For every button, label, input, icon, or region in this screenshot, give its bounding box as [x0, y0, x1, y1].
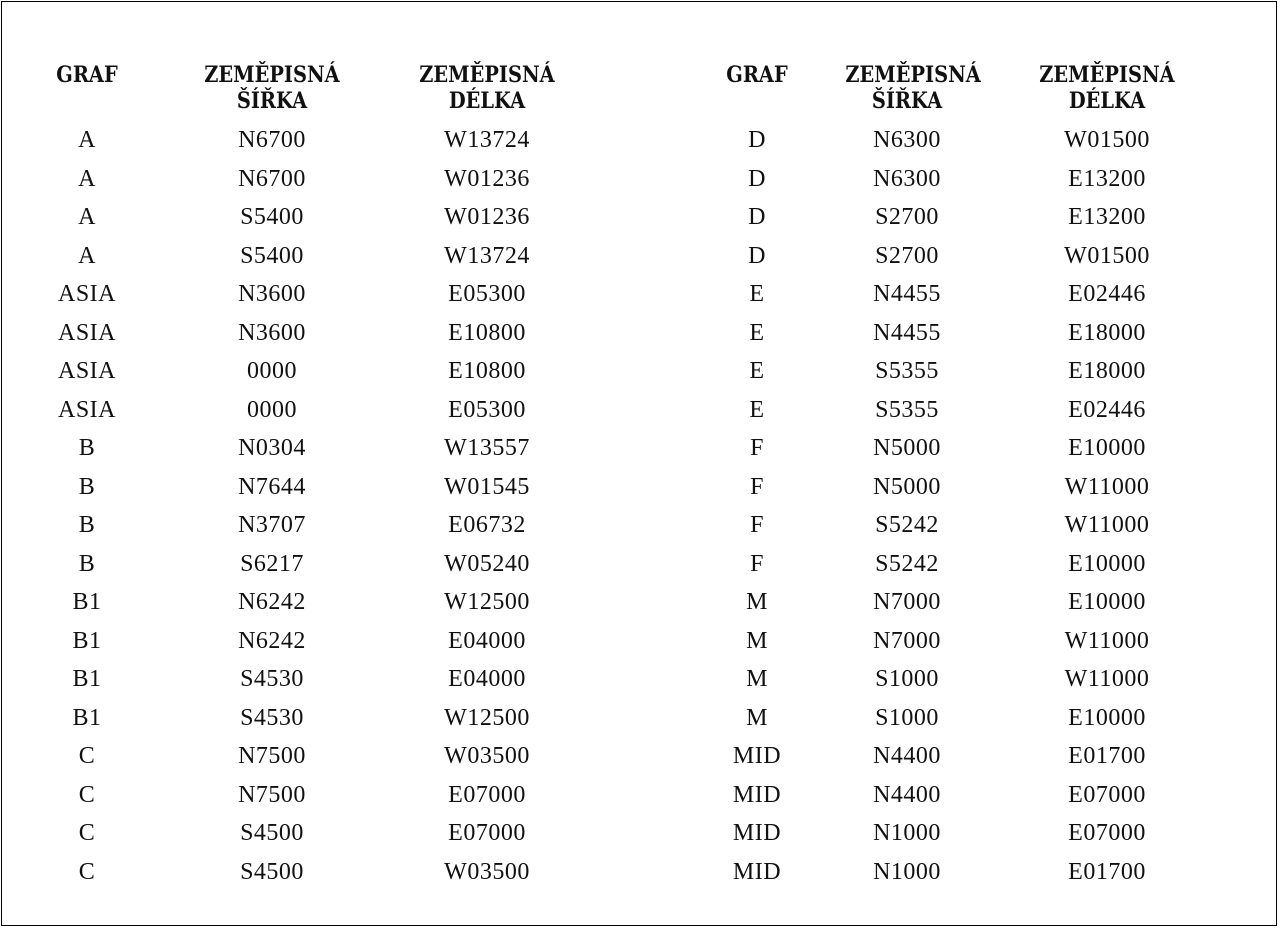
cell-longitude: W05240 — [444, 550, 530, 577]
cell-graf: A — [78, 127, 96, 153]
cell-latitude: S5400 — [240, 242, 304, 269]
cell-latitude: S5355 — [875, 358, 939, 384]
cell-longitude: E05300 — [448, 396, 526, 423]
cell-longitude: W13557 — [444, 435, 530, 461]
cell-longitude: W12500 — [444, 589, 530, 615]
cell-graf: B1 — [72, 627, 102, 654]
cell-longitude: W12500 — [444, 704, 530, 731]
cell-graf: E — [749, 358, 765, 384]
cell-longitude: E10000 — [1068, 704, 1146, 731]
cell-latitude: N7000 — [873, 589, 941, 615]
cell-latitude: S5242 — [875, 512, 939, 538]
header-graf-label: GRAF — [56, 62, 118, 88]
cell-longitude: E10000 — [1068, 589, 1146, 615]
cell-latitude: N6300 — [873, 165, 941, 192]
cell-longitude: W01500 — [1064, 127, 1150, 153]
cell-longitude: E13200 — [1068, 204, 1146, 230]
cell-graf: ASIA — [57, 396, 116, 423]
cell-graf: F — [750, 435, 764, 461]
cell-longitude: E07000 — [1068, 820, 1146, 846]
cell-latitude: N3707 — [238, 512, 306, 538]
document-frame — [1, 1, 1277, 926]
header-latitude-line2: ŠÍŘKA — [236, 88, 308, 114]
header-graf — [700, 62, 814, 88]
cell-graf: B1 — [72, 704, 102, 731]
cell-graf: E — [749, 281, 765, 307]
cell-graf: A — [78, 204, 96, 230]
header-latitude-line2: ŠÍŘKA — [871, 88, 943, 114]
cell-graf: A — [78, 165, 96, 192]
cell-latitude: S5400 — [240, 204, 304, 230]
cell-latitude: N7644 — [238, 473, 306, 500]
cell-graf: D — [748, 127, 766, 153]
header-longitude-line2: DÉLKA — [1068, 88, 1146, 114]
header-longitude-line1: ZEMĚPISNÁ — [419, 62, 555, 88]
cell-longitude: E10800 — [448, 319, 526, 346]
header-latitude — [197, 62, 347, 114]
cell-longitude: E10000 — [1068, 550, 1146, 577]
cell-latitude: N3600 — [238, 281, 306, 307]
cell-latitude: N7000 — [873, 627, 941, 654]
cell-graf: C — [78, 781, 96, 808]
cell-graf: MID — [732, 820, 782, 846]
cell-longitude: E04000 — [448, 666, 526, 692]
cell-latitude: N6242 — [238, 589, 306, 615]
cell-longitude: W11000 — [1064, 512, 1150, 538]
header-graf — [30, 62, 144, 88]
cell-graf: MID — [732, 781, 782, 808]
cell-graf: F — [750, 512, 764, 538]
header-latitude-line1: ZEMĚPISNÁ — [204, 62, 340, 88]
cell-longitude: E07000 — [448, 781, 526, 808]
cell-longitude: W13724 — [444, 127, 530, 153]
cell-latitude: N7500 — [238, 781, 306, 808]
cell-latitude: S4500 — [240, 858, 304, 885]
cell-graf: E — [749, 319, 765, 346]
cell-graf: ASIA — [57, 319, 116, 346]
cell-graf: MID — [732, 858, 782, 885]
cell-latitude: S4530 — [240, 666, 304, 692]
cell-longitude: E05300 — [448, 281, 526, 307]
cell-graf: D — [748, 204, 766, 230]
cell-latitude: 0000 — [247, 396, 297, 423]
cell-longitude: W03500 — [444, 858, 530, 885]
cell-longitude: E13200 — [1068, 165, 1146, 192]
cell-latitude: S2700 — [875, 242, 939, 269]
cell-graf: M — [746, 589, 768, 615]
cell-latitude: S5242 — [875, 550, 939, 577]
cell-latitude: S4500 — [240, 820, 304, 846]
cell-latitude: S4530 — [240, 704, 304, 731]
cell-latitude: N3600 — [238, 319, 306, 346]
cell-graf: C — [78, 858, 96, 885]
cell-graf: C — [78, 743, 96, 769]
cell-latitude: N7500 — [238, 743, 306, 769]
header-longitude — [412, 62, 562, 114]
cell-longitude: E10800 — [448, 358, 526, 384]
header-latitude-line1: ZEMĚPISNÁ — [845, 62, 981, 88]
cell-latitude: N4400 — [873, 743, 941, 769]
cell-graf: ASIA — [57, 281, 116, 307]
cell-graf: B — [78, 435, 96, 461]
cell-latitude: N4455 — [873, 319, 941, 346]
cell-latitude: N4400 — [873, 781, 941, 808]
cell-longitude: W11000 — [1064, 473, 1150, 500]
cell-longitude: E18000 — [1068, 358, 1146, 384]
cell-longitude: E01700 — [1068, 858, 1146, 885]
cell-graf: E — [749, 396, 765, 423]
cell-graf: D — [748, 165, 766, 192]
cell-longitude: E07000 — [1068, 781, 1146, 808]
header-longitude-line1: ZEMĚPISNÁ — [1039, 62, 1175, 88]
header-graf-label: GRAF — [726, 62, 788, 88]
header-longitude — [1037, 62, 1178, 114]
cell-latitude: S1000 — [875, 666, 939, 692]
cell-latitude: S1000 — [875, 704, 939, 731]
cell-longitude: W01236 — [444, 165, 530, 192]
cell-latitude: N6700 — [238, 127, 306, 153]
cell-graf: B — [78, 512, 96, 538]
cell-graf: M — [746, 704, 768, 731]
cell-graf: B1 — [72, 666, 102, 692]
cell-longitude: W01545 — [444, 473, 530, 500]
cell-latitude: N4455 — [873, 281, 941, 307]
cell-graf: B — [78, 550, 96, 577]
cell-longitude: E07000 — [448, 820, 526, 846]
cell-latitude: N5000 — [873, 473, 941, 500]
cell-longitude: W03500 — [444, 743, 530, 769]
cell-latitude: N6242 — [238, 627, 306, 654]
cell-latitude: N6300 — [873, 127, 941, 153]
cell-graf: F — [750, 550, 764, 577]
header-longitude-line2: DÉLKA — [448, 88, 526, 114]
cell-latitude: N1000 — [873, 858, 941, 885]
cell-longitude: W11000 — [1064, 627, 1150, 654]
cell-longitude: E02446 — [1068, 396, 1146, 423]
cell-graf: F — [750, 473, 764, 500]
cell-graf: B1 — [72, 589, 102, 615]
cell-longitude: E10000 — [1068, 435, 1146, 461]
cell-latitude: S2700 — [875, 204, 939, 230]
cell-longitude: E18000 — [1068, 319, 1146, 346]
cell-graf: M — [746, 627, 768, 654]
cell-graf: ASIA — [57, 358, 116, 384]
cell-graf: C — [78, 820, 96, 846]
cell-latitude: N6700 — [238, 165, 306, 192]
cell-longitude: W11000 — [1064, 666, 1150, 692]
cell-latitude: N5000 — [873, 435, 941, 461]
cell-longitude: E02446 — [1068, 281, 1146, 307]
cell-longitude: W01500 — [1064, 242, 1150, 269]
cell-longitude: E04000 — [448, 627, 526, 654]
cell-graf: M — [746, 666, 768, 692]
cell-latitude: 0000 — [247, 358, 297, 384]
cell-graf: A — [78, 242, 96, 269]
cell-graf: MID — [732, 743, 782, 769]
cell-latitude: S5355 — [875, 396, 939, 423]
cell-longitude: W13724 — [444, 242, 530, 269]
cell-longitude: E01700 — [1068, 743, 1146, 769]
cell-latitude: N0304 — [238, 435, 306, 461]
cell-longitude: E06732 — [448, 512, 526, 538]
cell-graf: B — [78, 473, 96, 500]
cell-latitude: S6217 — [240, 550, 304, 577]
cell-longitude: W01236 — [444, 204, 530, 230]
header-latitude — [845, 62, 981, 114]
cell-graf: D — [748, 242, 766, 269]
cell-latitude: N1000 — [873, 820, 941, 846]
